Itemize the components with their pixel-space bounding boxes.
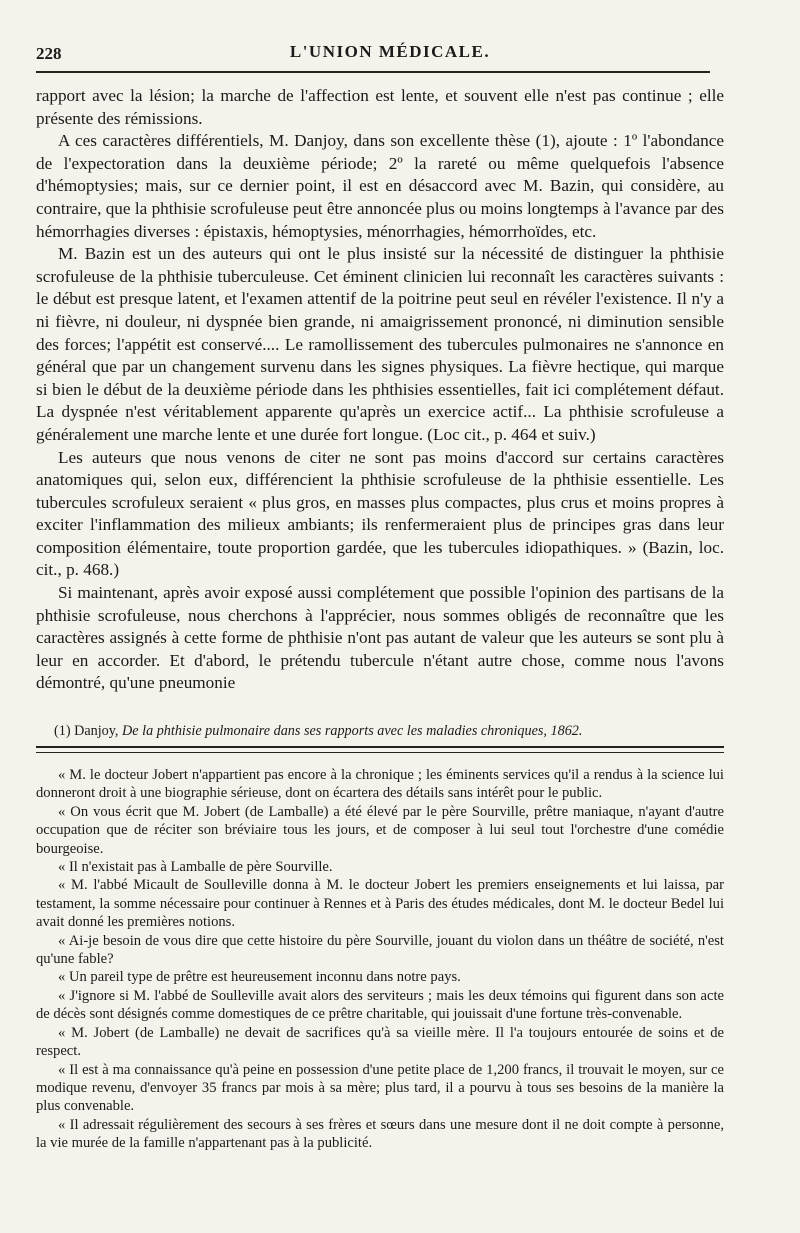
feuilleton-paragraph: « Il adressait régulièrement des secours à ses frères et sœurs dans une mesure dont il ne doit compte à personne, la vie murée de la famille n'appartenant pas à la publicité. — [36, 1116, 724, 1152]
feuilleton-paragraph: « M. le docteur Jobert n'appartient pas encore à la chronique ; les éminents services qu'il a rendus à la science lui donneront droit à une biographie sérieuse, dont on écartera des détails sans intérêt pour le public. — [36, 767, 724, 802]
header-rule — [36, 71, 710, 73]
feuilleton-paragraph: « On vous écrit que M. Jobert (de Lamballe) a été élevé par le père Sourville, prêtre maniaque, n'ayant d'autre occupation que de réciter son bréviaire tous les jours, et de composer à lui seul tout l'orchestre d'une comédie bourgeoise. — [36, 803, 724, 857]
page-number: 228 — [36, 44, 62, 63]
article-paragraph: M. Bazin est un des auteurs qui ont le plus insisté sur la nécessité de distinguer la phthisie scrofuleuse de la phthisie tuberculeuse. Cet éminent clinicien lui reconnaît les caractères suivants : le début est presque latent, et l'examen attentif de la poitrine peut seul en révéler l'existence. Il n'y a ni fièvre, ni douleur, ni dyspnée bien grande, ni amaigrissement prononcé, ni diminution sensible des forces; l'appétit est conservé.... Le ramollissement des tubercules pulmonaires ne s'annonce en général que par un changement survenu dans les signes physiques. La fièvre hectique, qui marque si bien le début de la deuxième période dans les phthisies essentielles, fait ici complétement défaut. La dyspnée n'est véritablement apparente qu'après un exercice actif... La phthisie scrofuleuse a généralement une marche lente et une durée fort longue. (Loc cit., p. 464 et suiv.) — [36, 244, 724, 444]
footnote — [36, 722, 724, 740]
article-paragraph: Les auteurs que nous venons de citer ne sont pas moins d'accord sur certains caractères anatomiques qui, selon eux, différencient la phthisie scrofuleuse de la phthisie essentielle. Les tubercules scrofuleux seraient « plus gros, en masses plus compactes, plus crus et moins propres à exciter l'inflammation des milieux ambiants; ils renfermeraient plus de principes gras dans leur composition élémentaire, toute proportion gardée, que les tubercules idiopathiques. » (Bazin, loc. cit., p. 468.) — [36, 447, 724, 580]
feuilleton-paragraph: « Il est à ma connaissance qu'à peine en possession d'une petite place de 1,200 francs, il trouvait le moyen, sur ce modique revenu, d'envoyer 35 francs par mois à sa mère; plus tard, il a pourvu à tous ses besoins de la manière la plus convenable. — [36, 1061, 724, 1115]
feuilleton-paragraph: « M. Jobert (de Lamballe) ne devait de sacrifices qu'à sa vieille mère. Il l'a toujours entourée de soins et de respect. — [36, 1024, 724, 1060]
feuilleton-paragraph: « Il n'existait pas à Lamballe de père Sourville. — [58, 859, 333, 876]
feuilleton-paragraph: « Un pareil type de prêtre est heureusement inconnu dans notre pays. — [58, 969, 461, 986]
footnote-marker: (1) Danjoy, — [54, 723, 119, 739]
feuilleton-separator — [36, 746, 724, 753]
feuilleton-section — [36, 766, 724, 1153]
feuilleton-paragraph: « J'ignore si M. l'abbé de Soulleville avait alors des serviteurs ; mais les deux témoins qui figurent dans son acte de décès sont désignés comme domestiques de ce prêtre charitable, qui jouissait d'une fortune très-convenable. — [36, 987, 724, 1023]
article-paragraph: rapport avec la lésion; la marche de l'affection est lente, et souvent elle n'est pas continue ; elle présente des rémissions. — [36, 86, 724, 128]
feuilleton-paragraph: « Ai-je besoin de vous dire que cette histoire du père Sourville, jouant du violon dans un théâtre de société, n'est qu'une fable? — [36, 932, 724, 968]
feuilleton-paragraph: « M. l'abbé Micault de Soulleville donna à M. le docteur Jobert les premiers enseignements et lui laissa, par testament, la somme nécessaire pour continuer à Rennes et à Paris des études médicales, dont M. le docteur Bedel lui avait donné les premières notions. — [36, 877, 724, 931]
main-article — [36, 85, 724, 695]
article-paragraph: A ces caractères différentiels, M. Danjoy, dans son excellente thèse (1), ajoute : 1º l'abondance de l'expectoration dans la deuxième période; 2º la rareté ou même quelquefois l'absence d'hémoptysies; mais, sur ce dernier point, il est en désaccord avec M. Bazin, qui considère, au contraire, que la phthisie scrofuleuse peut être annoncée plus ou moins longtemps à l'avance par des hémorrhagies diverses : épistaxis, hémoptysies, ménorrhagies, hémorrhoïdes, etc. — [36, 131, 724, 241]
article-paragraph: Si maintenant, après avoir exposé aussi complétement que possible l'opinion des partisans de la phthisie scrofuleuse, nous cherchons à l'apprécier, nous sommes obligés de reconnaître que les caractères assignés à cette forme de phthisie n'ont pas autant de valeur que les auteurs se sont plu à leur en accorder. Et d'abord, le prétendu tubercule n'étant autre chose, comme nous l'avons démontré, qu'une pneumonie — [36, 583, 724, 693]
footnote-text: De la phthisie pulmonaire dans ses rapports avec les maladies chroniques, 1862. — [122, 723, 583, 739]
page-header — [36, 40, 744, 66]
running-title: L'UNION MÉDICALE. — [289, 42, 491, 61]
